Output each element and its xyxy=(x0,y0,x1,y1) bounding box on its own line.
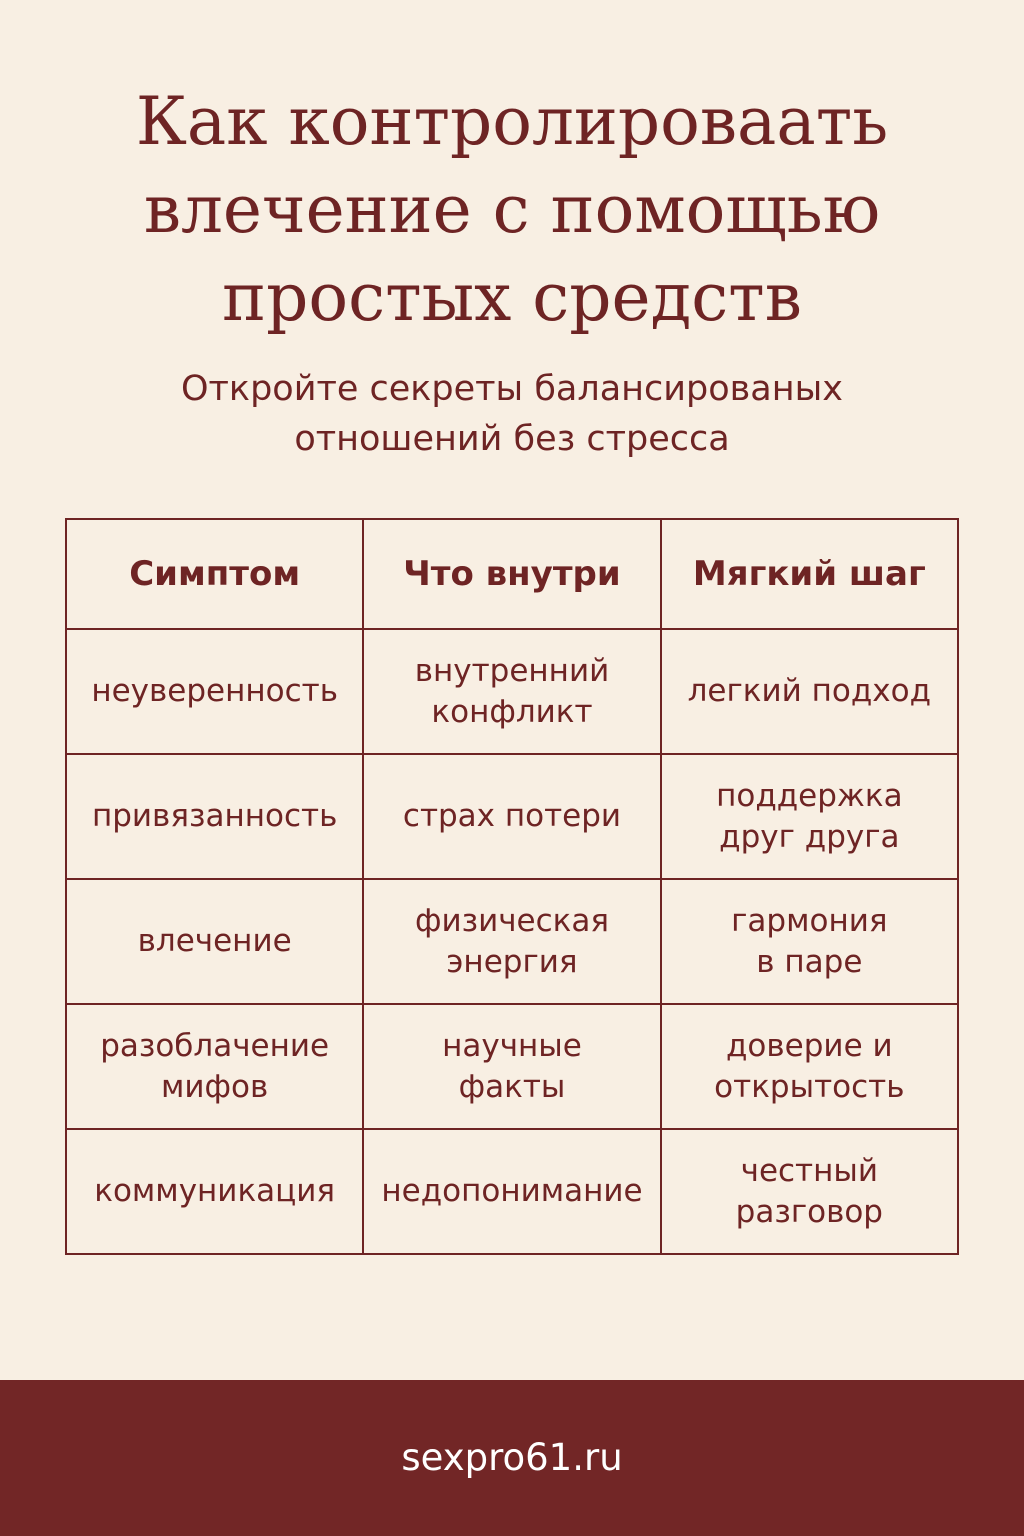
page-title-line-3: простых средств xyxy=(222,259,802,336)
table-row xyxy=(66,1004,958,1129)
footer-site-link[interactable]: sexpro61.ru xyxy=(401,1436,623,1479)
header-symptom: Симптом xyxy=(66,519,363,629)
symptom-table xyxy=(65,518,959,1255)
table-row xyxy=(66,629,958,754)
table-row xyxy=(66,1129,958,1254)
table-cell: разоблачение мифов xyxy=(66,1004,363,1129)
table-cell: привязанность xyxy=(66,754,363,879)
table-cell: неуверенность xyxy=(66,629,363,754)
table-cell: внутренний конфликт xyxy=(363,629,660,754)
table-cell: научные факты xyxy=(363,1004,660,1129)
table-cell: честный разговор xyxy=(661,1129,958,1254)
page-subtitle xyxy=(60,364,964,464)
table-row xyxy=(66,879,958,1004)
page-subtitle-line-1: Откройте секреты балансированых xyxy=(181,369,843,409)
header-gentle-step: Мягкий шаг xyxy=(661,519,958,629)
table-cell: доверие и открытость xyxy=(661,1004,958,1129)
page-title-line-2: влечение с помощью xyxy=(143,171,881,248)
page-title xyxy=(60,78,964,342)
table-cell: гармония в паре xyxy=(661,879,958,1004)
footer-banner xyxy=(0,1380,1024,1536)
table-cell: легкий подход xyxy=(661,629,958,754)
page-subtitle-line-2: отношений без стресса xyxy=(294,419,730,459)
page-title-line-1: Как контролироваать xyxy=(135,83,889,160)
table-row xyxy=(66,754,958,879)
table-cell: поддержка друг друга xyxy=(661,754,958,879)
table-cell: влечение xyxy=(66,879,363,1004)
table-cell: недопонимание xyxy=(363,1129,660,1254)
header-inside: Что внутри xyxy=(363,519,660,629)
table-cell: физическая энергия xyxy=(363,879,660,1004)
table-cell: коммуникация xyxy=(66,1129,363,1254)
table-cell: страх потери xyxy=(363,754,660,879)
table-header-row xyxy=(66,519,958,629)
